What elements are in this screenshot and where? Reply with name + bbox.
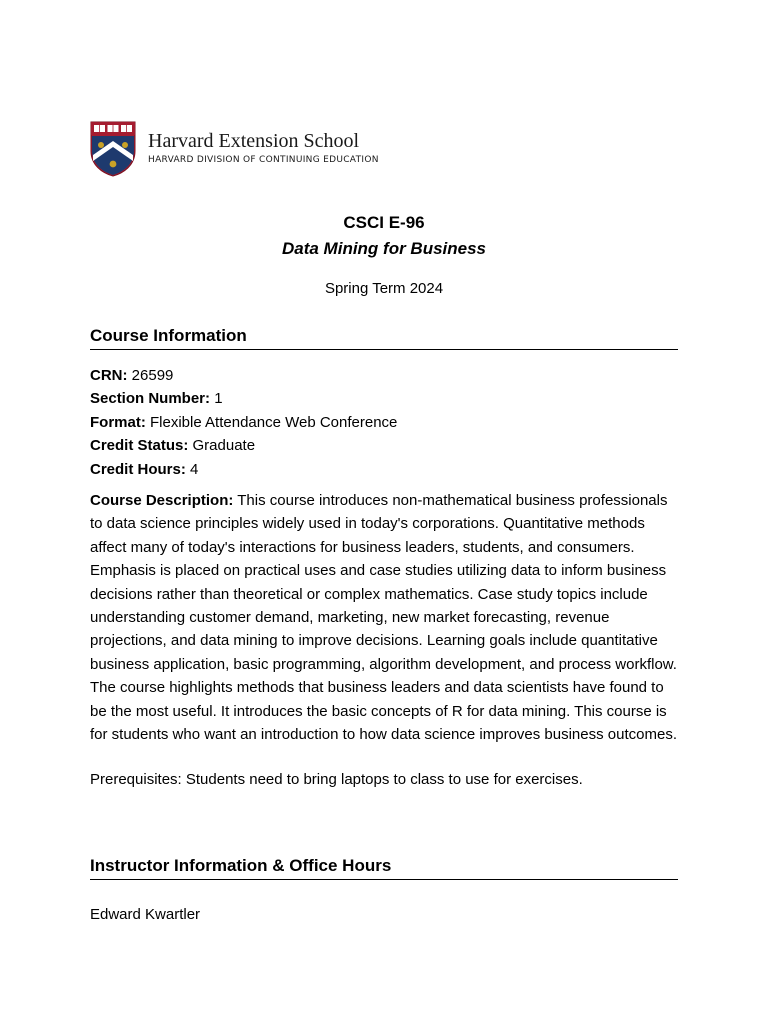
info-value: 1 (214, 390, 223, 408)
school-logo (90, 121, 379, 177)
info-value: Graduate (192, 437, 256, 455)
course-code: CSCI E-96 (343, 213, 425, 232)
info-row-credit-hours (90, 458, 678, 481)
info-label: Section Number: (90, 390, 211, 408)
course-description-label: Course Description: (90, 492, 234, 509)
course-information-heading: Course Information (90, 325, 678, 350)
info-value: 26599 (131, 367, 174, 384)
instructor-name: Edward Kwartler (90, 906, 201, 923)
info-label: CRN: (90, 367, 128, 384)
school-name: Harvard Extension School (148, 130, 360, 152)
course-description-text: This course introduces non-mathematical business professionals to data science principles widely used in today's corporations. Quantitative methods affect many of today's interactions for business leaders, students, and consumers. Emphasis is placed on practical uses and case studies utilizing data to inform business decisions rather than theoretical or complex mathematics. Case study topics include understanding customer demand, marketing, new market forecasting, revenue projections, and data mining to improve decisions. Learning goals include quantitative business application, basic programming, algorithm development, and process workflow. The course highlights methods that business leaders and data scientists have found to be the most useful. It introduces the basic concepts of R for data mining. This course is for students who want an introduction to how data science improves business outcomes. (90, 492, 677, 744)
info-row-crn (90, 364, 678, 387)
info-label: Credit Hours: (90, 460, 186, 478)
info-value: 4 (190, 460, 199, 478)
info-value: Flexible Attendance Web Conference (150, 413, 398, 431)
course-info-list (90, 364, 678, 481)
info-row-section-number (90, 387, 678, 410)
info-row-format (90, 411, 678, 434)
course-title: Data Mining for Business (281, 239, 487, 258)
instructor-information-heading: Instructor Information & Office Hours (90, 855, 678, 880)
prerequisites-text: Prerequisites: Students need to bring laptops to class to use for exercises. (90, 771, 583, 788)
info-label: Credit Status: (90, 437, 189, 455)
info-row-credit-status (90, 434, 678, 457)
course-term: Spring Term 2024 (324, 280, 444, 297)
school-wordmark (148, 130, 379, 166)
info-label: Format: (90, 413, 146, 431)
course-description (90, 489, 678, 746)
harvard-shield-crest-icon (90, 121, 136, 177)
school-division: HARVARD DIVISION OF CONTINUING EDUCATION (148, 155, 379, 165)
